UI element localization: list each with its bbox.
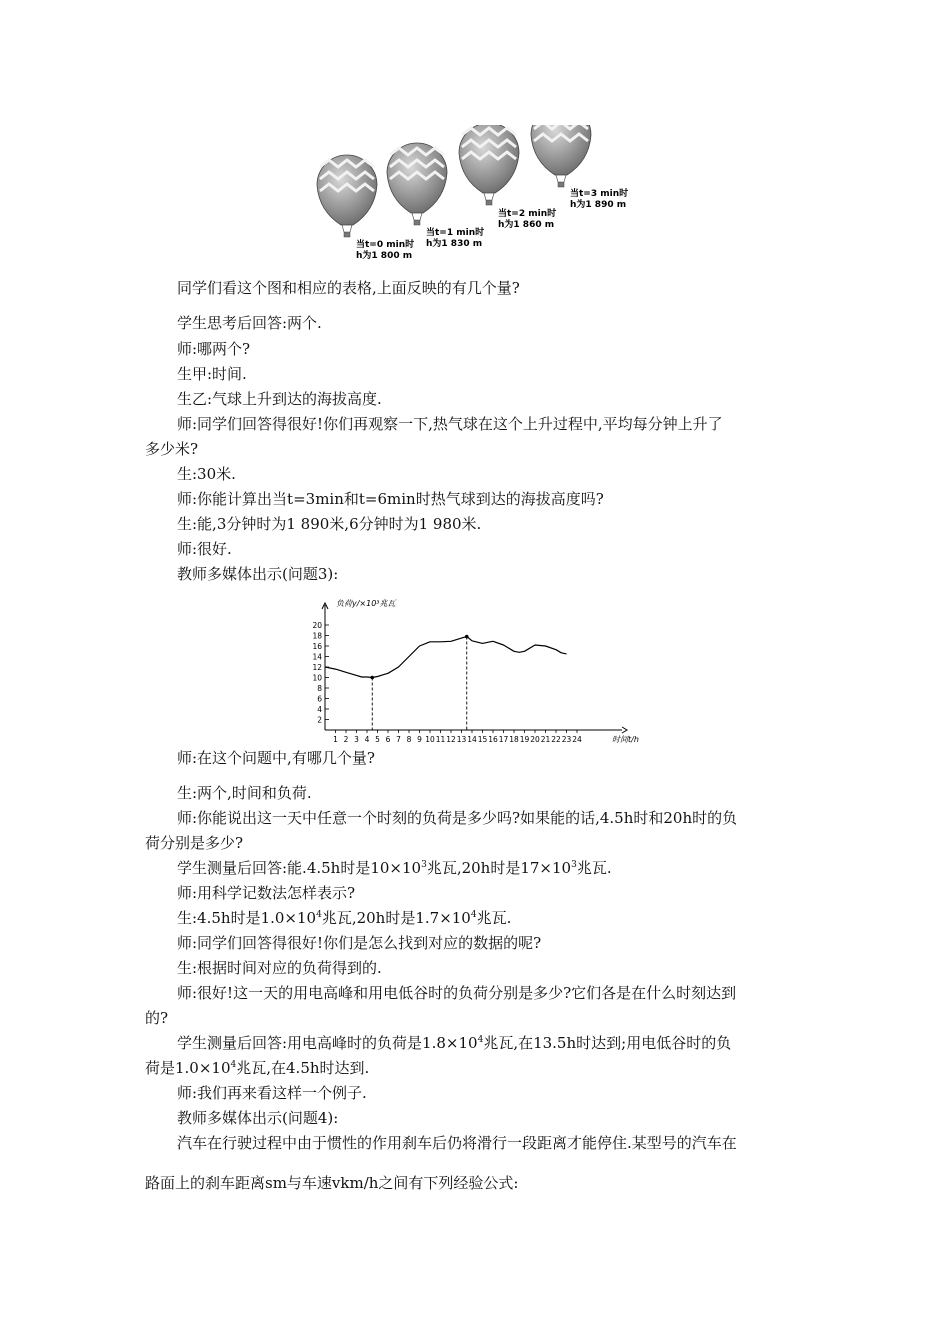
- balloon-3-label-2: h为1 890 m: [570, 200, 627, 210]
- marked-point-0: [370, 676, 374, 680]
- text-line-7: 多少米?: [145, 440, 199, 458]
- x-tick-label: 8: [406, 735, 412, 744]
- text-line-27: 教师多媒体出示(问题4):: [177, 1109, 339, 1127]
- text-line-5: 生乙:气球上升到达的海拔高度.: [177, 390, 382, 408]
- y-tick-label: 2: [317, 715, 322, 725]
- text-line-13: 师:在这个问题中,有哪几个量?: [177, 749, 375, 767]
- text-line-29: 路面上的刹车距离sm与车速vkm/h之间有下列经验公式:: [145, 1174, 519, 1192]
- marked-point-1: [465, 635, 469, 639]
- text-line-28: 汽车在行驶过程中由于惯性的作用刹车后仍将滑行一段距离才能停住.某型号的汽车在: [177, 1134, 737, 1152]
- text-line-19: 生:4.5h时是$1.0\times 10^4$兆瓦,20h时是$1.7\times 10^4$兆瓦.: [177, 909, 512, 927]
- x-tick-label: 2: [343, 735, 349, 744]
- x-tick-label: 11: [435, 735, 446, 744]
- x-tick-label: 22: [551, 735, 561, 744]
- x-axis-arrow: [622, 727, 627, 733]
- load-series-line: [325, 637, 567, 678]
- text-line-22: 师:很好!这一天的用电高峰和用电低谷时的负荷分别是多少?它们各是在什么时刻达到: [177, 984, 737, 1002]
- balloon-0-label-1: 当t=0 min时: [356, 240, 415, 250]
- y-tick-label: 18: [312, 631, 322, 641]
- text-line-17: 学生测量后回答:能.4.5h时是$10\times 10^3$兆瓦,20h时是$17\times 10^3$兆瓦.: [177, 859, 612, 877]
- x-tick-label: 10: [425, 735, 435, 744]
- text-line-18: 师:用科学记数法怎样表示?: [177, 884, 356, 902]
- balloon-2-label-1: 当t=2 min时: [498, 209, 557, 219]
- x-tick-label: 13: [456, 735, 467, 744]
- balloon-0-label-2: h为1 800 m: [356, 251, 413, 261]
- balloon-1-label-1: 当t=1 min时: [426, 228, 485, 238]
- balloon-3-icon: [531, 125, 591, 187]
- y-tick-label: 4: [317, 705, 322, 714]
- y-tick-label: 16: [312, 642, 322, 651]
- x-tick-label: 15: [477, 735, 488, 744]
- balloons-illustration: [300, 125, 645, 265]
- balloon-2-icon: [459, 125, 519, 205]
- text-line-26: 师:我们再来看这样一个例子.: [177, 1084, 367, 1102]
- y-tick-label: 8: [317, 684, 322, 693]
- text-line-1: 同学们看这个图和相应的表格,上面反映的有几个量?: [177, 279, 520, 297]
- text-line-15: 师:你能说出这一天中任意一个时刻的负荷是多少吗?如果能的话,4.5h时和20h时的负: [177, 809, 738, 827]
- x-tick-label: 21: [540, 735, 551, 744]
- chart-ylabel: 负荷y/×10³兆瓦: [336, 599, 396, 608]
- x-tick-label: 6: [385, 735, 391, 744]
- x-tick-label: 9: [417, 735, 422, 744]
- balloon-0-icon: [317, 155, 377, 237]
- y-tick-label: 20: [312, 621, 322, 630]
- text-line-10: 生:能,3分钟时为1 890米,6分钟时为1 980米.: [177, 515, 482, 533]
- y-tick-label: 14: [312, 652, 322, 662]
- y-tick-label: 10: [312, 673, 322, 683]
- text-line-23: 的?: [145, 1009, 169, 1027]
- balloon-1-icon: [387, 143, 447, 225]
- x-tick-label: 24: [572, 735, 582, 744]
- text-line-8: 生:30米.: [177, 465, 236, 483]
- y-tick-label: 6: [317, 694, 322, 704]
- x-tick-label: 17: [498, 735, 509, 744]
- balloon-1-label-2: h为1 830 m: [426, 239, 483, 249]
- x-tick-label: 7: [396, 735, 401, 744]
- balloon-2-label-2: h为1 860 m: [498, 220, 555, 230]
- text-line-12: 教师多媒体出示(问题3):: [177, 565, 339, 583]
- x-tick-label: 16: [488, 735, 498, 744]
- x-tick-label: 3: [354, 735, 359, 744]
- text-line-14: 生:两个,时间和负荷.: [177, 784, 312, 802]
- text-line-6: 师:同学们回答得很好!你们再观察一下,热气球在这个上升过程中,平均每分钟上升了: [177, 415, 723, 433]
- x-tick-label: 1: [333, 735, 338, 744]
- x-tick-label: 12: [446, 735, 456, 744]
- x-tick-label: 14: [467, 735, 477, 744]
- text-line-20: 师:同学们回答得很好!你们是怎么找到对应的数据的呢?: [177, 934, 542, 952]
- text-line-11: 师:很好.: [177, 540, 232, 558]
- load-chart: [300, 597, 645, 749]
- text-line-2: 学生思考后回答:两个.: [177, 314, 322, 332]
- x-tick-label: 19: [519, 735, 530, 744]
- y-tick-label: 12: [312, 663, 322, 672]
- text-line-21: 生:根据时间对应的负荷得到的.: [177, 959, 382, 977]
- balloon-3-label-1: 当t=3 min时: [570, 189, 629, 199]
- x-tick-label: 23: [561, 735, 572, 744]
- text-line-16: 荷分别是多少?: [145, 834, 244, 852]
- text-line-3: 师:哪两个?: [177, 340, 251, 358]
- x-tick-label: 18: [509, 735, 519, 744]
- text-line-24: 学生测量后回答:用电高峰时的负荷是$1.8\times 10^4$兆瓦,在13.5h时达到;用电低谷时的负: [177, 1034, 732, 1052]
- text-line-4: 生甲:时间.: [177, 365, 247, 383]
- x-tick-label: 5: [375, 735, 380, 744]
- x-tick-label: 20: [530, 735, 540, 744]
- text-line-9: 师:你能计算出当t=3min和t=6min时热气球到达的海拔高度吗?: [177, 490, 604, 508]
- x-tick-label: 4: [364, 735, 370, 744]
- chart-xlabel: 时间t/h: [612, 735, 639, 744]
- text-line-25: 荷是$1.0\times 10^4$兆瓦,在4.5h时达到.: [145, 1059, 370, 1077]
